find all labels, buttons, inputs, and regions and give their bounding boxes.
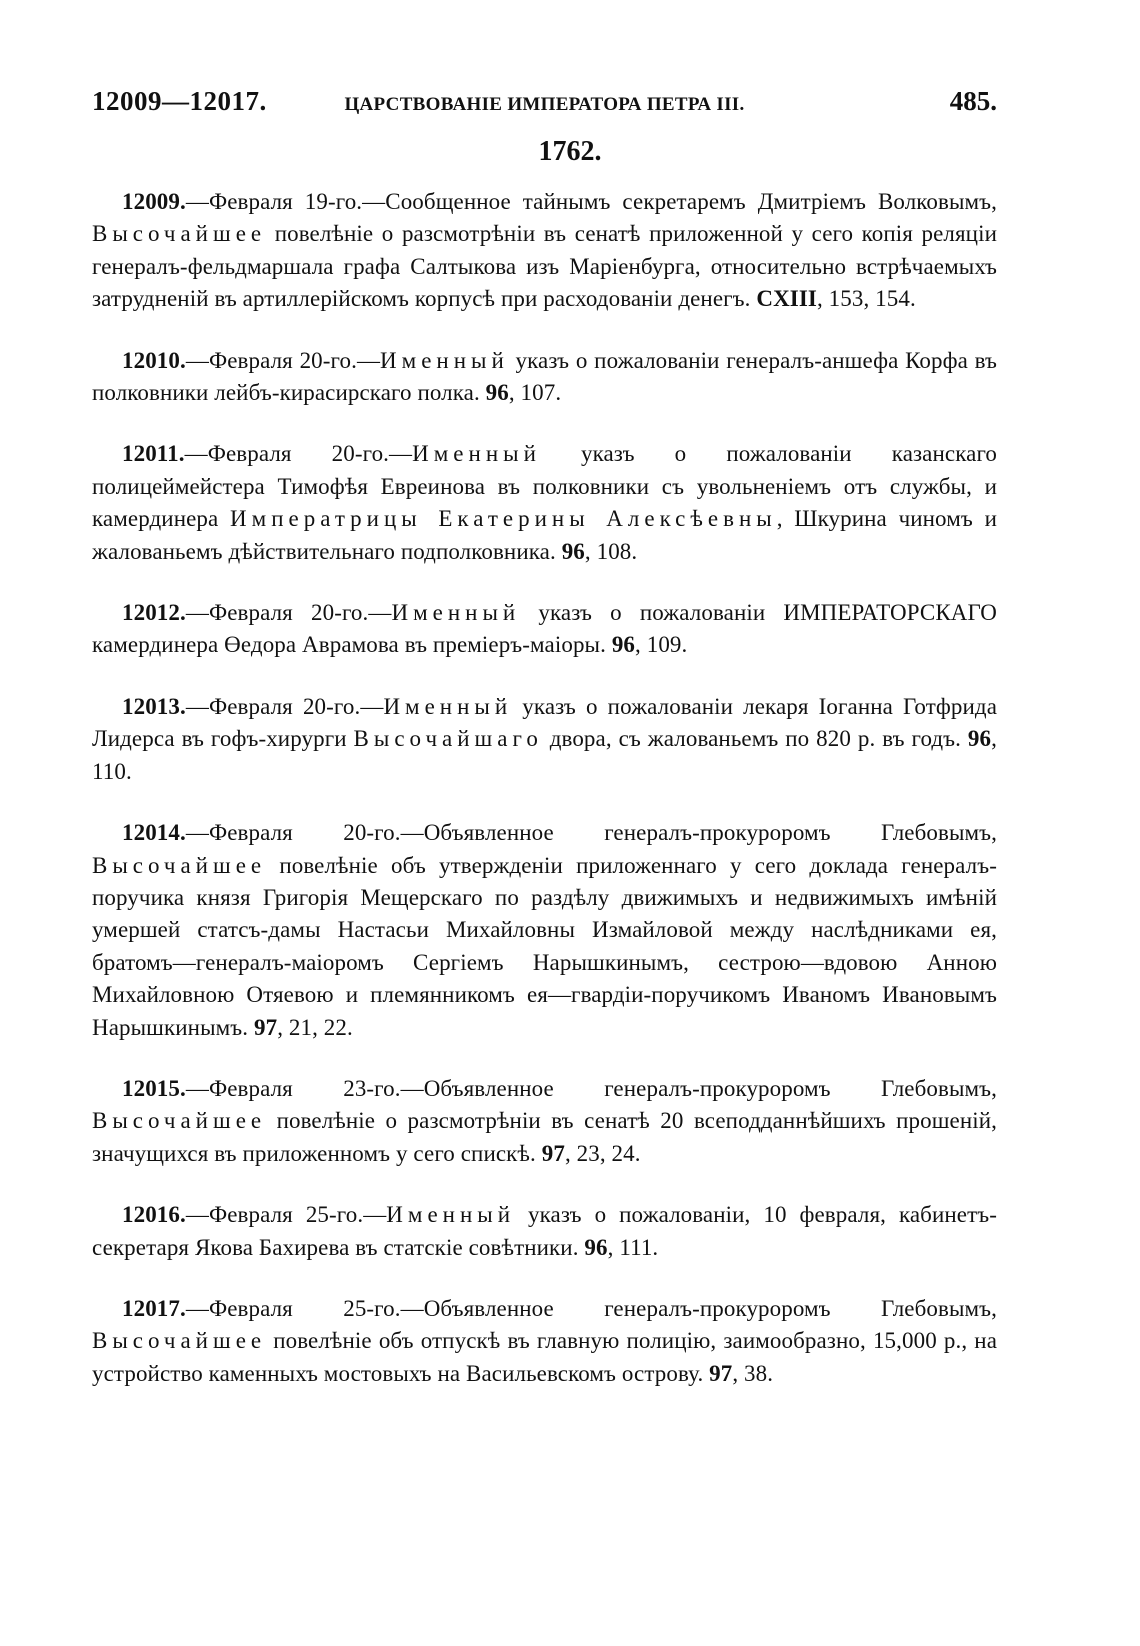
entry-text: двора, съ жалованьемъ по 820 р. въ годъ. <box>542 726 968 752</box>
entry-range: 12009—12017. <box>92 86 267 116</box>
law-entry <box>92 186 997 316</box>
page-reference: , 107. <box>508 380 562 406</box>
volume-reference: 96 <box>611 632 636 658</box>
spaced-emphasis: Именный <box>383 693 513 719</box>
page-reference: , 21, 22. <box>277 1014 353 1040</box>
entry-text: —Февраля 20-го.— <box>185 693 384 719</box>
entry-text: повелѣніе о разсмотрѣніи въ сенатѣ 20 всеподданнѣйшихъ прошеній, значущихся въ приложенномъ у сего спискѣ. <box>92 1108 997 1166</box>
page-reference: , 153, 154. <box>816 286 916 312</box>
entry-text: —Февраля 25-го.— <box>185 1202 387 1228</box>
entry-text: , Шкурина чиномъ и жалованьемъ дѣйствительнаго подполковника. <box>92 506 997 564</box>
spaced-emphasis: Именный <box>386 1202 516 1228</box>
page-reference: , 38. <box>732 1360 774 1386</box>
law-entry <box>92 1293 997 1390</box>
page-reference: , 109. <box>635 632 688 658</box>
spaced-emphasis: Высочайшее <box>92 221 267 247</box>
volume-reference: 96 <box>967 726 992 752</box>
spaced-emphasis: Высочайшее <box>92 1328 267 1354</box>
running-title: ЦАРСТВОВАНІЕ ИМПЕРАТОРА ПЕТРА III. <box>344 94 745 115</box>
page-reference: , 111. <box>607 1234 659 1260</box>
entry-number: 12014. <box>122 820 186 846</box>
law-entry <box>92 345 997 410</box>
volume-reference: 97 <box>253 1014 278 1040</box>
volume-reference: CXIII <box>756 286 817 312</box>
entry-text: указъ о пожалованіи генералъ-аншефа Корфа въ полковники лейбъ-кирасирскаго полка. <box>92 347 997 406</box>
law-entry <box>92 691 997 788</box>
entry-text: —Февраля 20-го.— <box>185 347 381 373</box>
entry-text: повелѣніе объ отпускѣ въ главную полицію, заимообразно, 15,000 р., на устройство каменныхъ мостовыхъ на Васильевскомъ острову. <box>92 1328 997 1386</box>
entry-number: 12009. <box>122 189 186 214</box>
spaced-emphasis: Именный <box>412 441 541 467</box>
volume-reference: 96 <box>584 1234 608 1260</box>
entry-text: указъ о пожалованіи казанскаго полицеймейстера Тимофѣя Евреинова въ полковники съ увольненіемъ отъ службы, и камердинера <box>92 441 998 532</box>
law-entry <box>92 597 997 662</box>
spaced-emphasis: Высочайшее <box>92 1108 267 1134</box>
entry-number: 12010. <box>122 347 186 373</box>
entry-text: повелѣніе о разсмотрѣніи въ сенатѣ приложенной у сего копія реляціи генералъ-фельдмаршала графа Салтыкова изъ Маріенбурга, относительно встрѣчаемыхъ затрудненій въ артиллерійскомъ корпусѣ при расходованіи денегъ. <box>92 221 997 312</box>
entry-text: указъ о пожалованіи ИМПЕРАТОРСКАГО камердинера Өедора Аврамова въ преміеръ-маіоры. <box>92 600 998 658</box>
entry-text: —Февраля 20-го.— <box>184 441 413 467</box>
entry-number: 12016. <box>122 1202 186 1228</box>
volume-reference: 96 <box>485 380 509 406</box>
running-header <box>92 80 997 130</box>
page-reference: , 110. <box>92 726 997 784</box>
volume-reference: 96 <box>561 538 585 564</box>
entry-number: 12015. <box>122 1075 186 1101</box>
volume-reference: 97 <box>541 1140 565 1166</box>
entry-text: —Февраля 25-го.—Объявленное генералъ-прокуроромъ Глебовымъ, <box>185 1295 997 1321</box>
law-entry <box>92 438 997 568</box>
entry-number: 12011. <box>122 441 185 467</box>
entry-text: —Февраля 19-го.—Сообщенное тайнымъ секретаремъ Дмитріемъ Волковымъ, <box>185 189 997 214</box>
entry-text: —Февраля 20-го.—Объявленное генералъ-прокуроромъ Глебовымъ, <box>185 820 997 846</box>
volume-reference: 97 <box>709 1360 733 1386</box>
spaced-emphasis: Именный <box>391 600 521 626</box>
entries-list <box>92 186 997 1419</box>
law-entry <box>92 817 997 1044</box>
entry-number: 12013. <box>122 693 186 719</box>
page-reference: , 108. <box>584 538 638 564</box>
entry-number: 12012. <box>122 600 186 626</box>
spaced-emphasis: Императрицы Екатерины Алексѣевны <box>230 506 777 532</box>
entry-text: повелѣніе объ утвержденіи приложеннаго у сего доклада генералъ-поручика князя Григорія Мещерскаго по раздѣлу движимыхъ и недвижимыхъ имѣній умершей статсъ-дамы Настасьи Михайловны Измайловой между наслѣдниками ея, братомъ—генералъ-маіоромъ Сергіемъ Нарышкинымъ, сестрою—вдовою Анною Михайловною Отяевою и племянникомъ ея—гвардіи-поручикомъ Иваномъ Ивановымъ Нарышкинымъ. <box>92 852 997 1040</box>
entry-number: 12017. <box>122 1295 186 1321</box>
entry-text: указъ о пожалованіи лекаря Іоганна Готфрида Лидерса въ гофъ-хирурги <box>92 693 998 752</box>
page-reference: , 23, 24. <box>564 1140 641 1166</box>
spaced-emphasis: Высочайшаго <box>353 726 543 752</box>
law-entry <box>92 1199 997 1264</box>
entry-text: указъ о пожалованіи, 10 февраля, кабинетъ-секретаря Якова Бахирева въ статскіе совѣтники. <box>92 1202 998 1260</box>
law-entry <box>92 1073 997 1170</box>
entry-text: —Февраля 23-го.—Объявленное генералъ-прокуроромъ Глебовымъ, <box>185 1075 997 1101</box>
entry-text: —Февраля 20-го.— <box>185 600 392 626</box>
year-heading: 1762. <box>538 136 602 167</box>
spaced-emphasis: Высочайшее <box>92 852 267 878</box>
spaced-emphasis: Именный <box>380 347 509 373</box>
page-number: 485. <box>949 86 997 116</box>
